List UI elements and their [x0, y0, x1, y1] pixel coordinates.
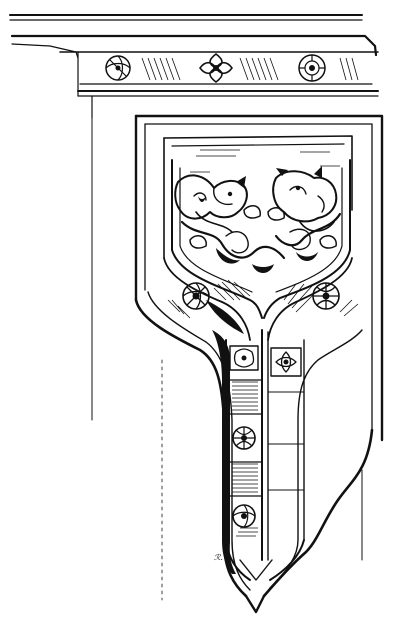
cornice [10, 15, 378, 118]
corbel-shaft [212, 330, 304, 580]
shaft-rosette-2 [233, 427, 255, 449]
spandrel-rosette-right [313, 283, 339, 309]
carved-foliage-and-beasts [175, 166, 340, 273]
shaft-rosette-1 [230, 346, 258, 370]
shaft-rosette-3 [233, 505, 255, 527]
cornice-rosette-left [106, 56, 130, 80]
right-spandrel [268, 258, 358, 340]
spandrel-rosette-left [183, 283, 209, 309]
cornice-rosette-center [200, 54, 232, 82]
cornice-rosette-right [299, 55, 325, 81]
left-spandrel [164, 258, 250, 340]
artist-signature: ℛ. [214, 553, 223, 562]
shaft-rosette-right [271, 348, 301, 376]
